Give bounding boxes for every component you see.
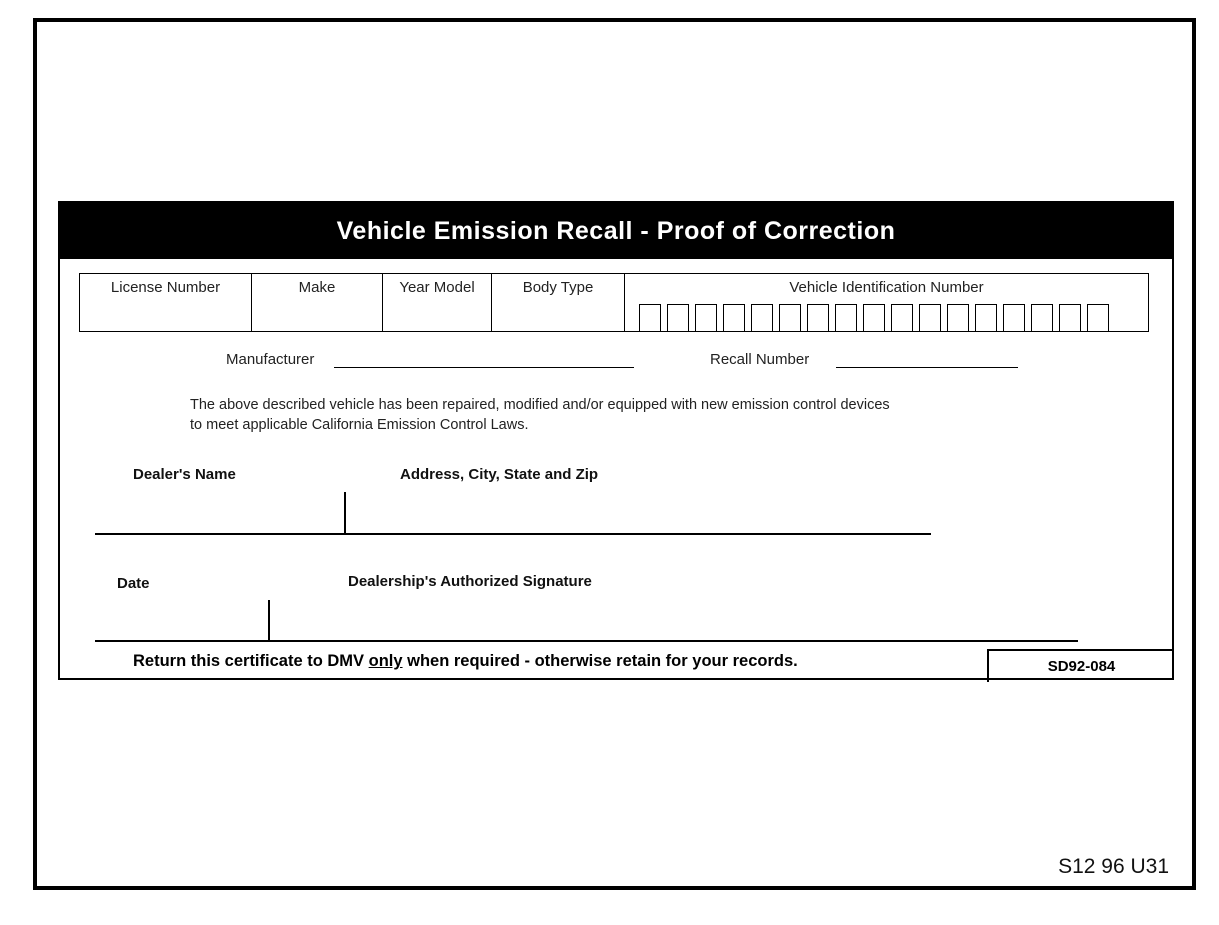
vin-character-boxes: [639, 304, 1115, 331]
form-title: Vehicle Emission Recall - Proof of Correction: [60, 203, 1172, 259]
vin-character-box[interactable]: [1059, 304, 1081, 331]
dealer-name-label: Dealer's Name: [133, 466, 236, 483]
vin-character-box[interactable]: [779, 304, 801, 331]
vin-character-box[interactable]: [1031, 304, 1053, 331]
license-number-cell[interactable]: [80, 274, 252, 331]
form-number-box: [987, 649, 1174, 682]
dealer-address-divider: [344, 492, 346, 534]
vin-label: Vehicle Identification Number: [789, 279, 984, 296]
date-signature-line[interactable]: [95, 640, 1078, 642]
manufacturer-label: Manufacturer: [226, 351, 315, 368]
year-model-cell[interactable]: [383, 274, 492, 331]
vin-character-box[interactable]: [807, 304, 829, 331]
vin-cell: [625, 274, 1148, 331]
recall-certificate-form: [58, 201, 1174, 680]
statement-line-1: The above described vehicle has been repaired, modified and/or equipped with new emission control devices: [190, 397, 890, 413]
vehicle-info-table: [79, 273, 1149, 332]
vin-character-box[interactable]: [751, 304, 773, 331]
vin-character-box[interactable]: [1003, 304, 1025, 331]
vin-character-box[interactable]: [975, 304, 997, 331]
body-type-cell[interactable]: [492, 274, 625, 331]
make-label: Make: [298, 279, 336, 296]
vin-character-box[interactable]: [1087, 304, 1109, 331]
date-label: Date: [117, 575, 150, 592]
return-instructions-emphasis: only: [368, 652, 403, 670]
return-instructions-start: Return this certificate to DMV: [133, 652, 369, 670]
vin-character-box[interactable]: [695, 304, 717, 331]
compliance-statement: [190, 395, 1070, 435]
make-cell[interactable]: [252, 274, 383, 331]
vin-character-box[interactable]: [919, 304, 941, 331]
year-model-label: Year Model: [399, 279, 475, 296]
dealer-address-line[interactable]: [95, 533, 931, 535]
statement-line-2: to meet applicable California Emission Control Laws.: [190, 417, 529, 433]
form-number: SD92-084: [1047, 658, 1116, 675]
vin-character-box[interactable]: [667, 304, 689, 331]
date-signature-divider: [268, 600, 270, 641]
vin-character-box[interactable]: [835, 304, 857, 331]
license-number-label: License Number: [110, 279, 221, 296]
recall-number-field[interactable]: [836, 352, 1018, 368]
address-label: Address, City, State and Zip: [400, 466, 599, 483]
vin-character-box[interactable]: [723, 304, 745, 331]
vin-character-box[interactable]: [947, 304, 969, 331]
return-instructions: [133, 652, 798, 671]
recall-number-label: Recall Number: [710, 351, 810, 368]
return-instructions-end: when required - otherwise retain for your records.: [402, 652, 798, 670]
vin-character-box[interactable]: [639, 304, 661, 331]
manufacturer-field[interactable]: [334, 352, 634, 368]
signature-label: Dealership's Authorized Signature: [348, 573, 592, 590]
figure-id: S12 96 U31: [1058, 855, 1169, 878]
body-type-label: Body Type: [522, 279, 594, 296]
vin-character-box[interactable]: [863, 304, 885, 331]
vin-character-box[interactable]: [891, 304, 913, 331]
